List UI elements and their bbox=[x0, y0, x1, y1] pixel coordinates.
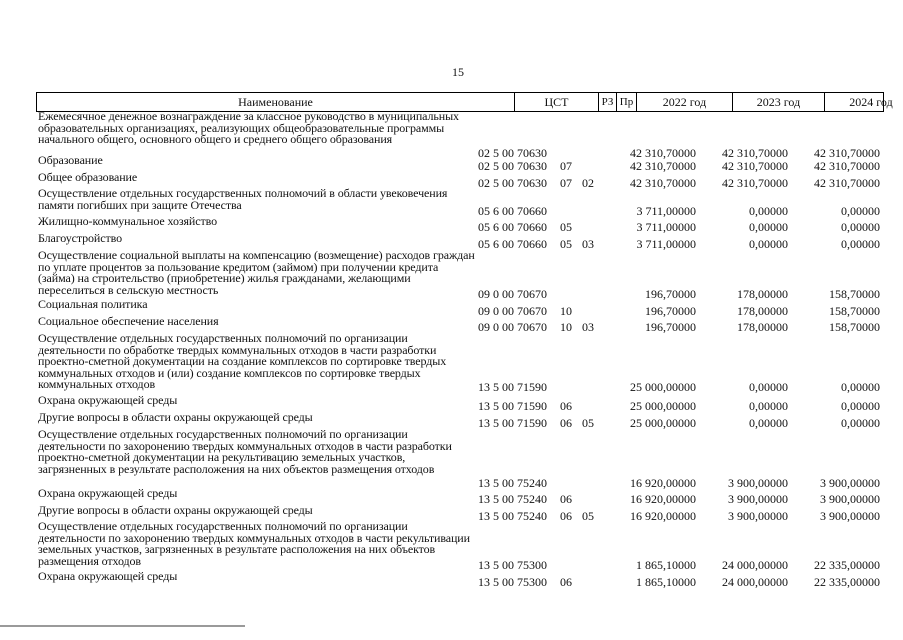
row-rz: 10 bbox=[560, 304, 572, 318]
row-cst: 09 0 00 70670 bbox=[478, 287, 547, 301]
row-2024: 0,00000 bbox=[841, 399, 880, 413]
row-2022: 3 711,00000 bbox=[636, 220, 696, 234]
row-2022: 25 000,00000 bbox=[630, 416, 696, 430]
row-2022: 3 711,00000 bbox=[636, 237, 696, 251]
row-name: Социальное обеспечение населения bbox=[38, 314, 219, 328]
row-2023: 42 310,70000 bbox=[722, 146, 788, 160]
page-number: 15 bbox=[452, 65, 464, 79]
row-name: Ежемесячное денежное вознаграждение за классное руководство в муниципальных образовательных организациях, реализующих общеобразовательные программы начального общего, основного общего и среднего общего образования bbox=[38, 109, 459, 146]
row-2022: 42 310,70000 bbox=[630, 176, 696, 190]
row-name: Осуществление отдельных государственных полномочий по организации деятельности по захоронению твердых коммунальных отходов в части разработки проектно-сметной документации на рекультивацию земельных участков, загрязненных в результате расположения на них объектов размещения отходов bbox=[38, 427, 452, 476]
row-cst: 13 5 00 71590 bbox=[478, 416, 547, 430]
row-2024: 158,70000 bbox=[829, 287, 880, 301]
header-pr: Пр bbox=[617, 93, 637, 111]
row-2022: 196,70000 bbox=[645, 304, 696, 318]
row-rz: 05 bbox=[560, 220, 572, 234]
row-rz: 07 bbox=[560, 159, 572, 173]
row-2024: 158,70000 bbox=[829, 304, 880, 318]
row-name: Другие вопросы в области охраны окружающей среды bbox=[38, 503, 313, 517]
row-cst: 09 0 00 70670 bbox=[478, 320, 547, 334]
row-2024: 42 310,70000 bbox=[814, 176, 880, 190]
row-2023: 3 900,00000 bbox=[728, 476, 788, 490]
row-2023: 42 310,70000 bbox=[722, 176, 788, 190]
header-cst: ЦСТ bbox=[515, 93, 599, 111]
row-cst: 13 5 00 71590 bbox=[478, 399, 547, 413]
row-2024: 3 900,00000 bbox=[820, 492, 880, 506]
row-rz: 06 bbox=[560, 492, 572, 506]
row-2022: 1 865,10000 bbox=[636, 558, 696, 572]
row-rz: 06 bbox=[560, 416, 572, 430]
row-cst: 13 5 00 75240 bbox=[478, 509, 547, 523]
row-2024: 22 335,00000 bbox=[814, 575, 880, 589]
header-2023: 2023 год bbox=[733, 93, 825, 111]
row-2023: 0,00000 bbox=[749, 416, 788, 430]
row-2024: 0,00000 bbox=[841, 237, 880, 251]
row-2023: 0,00000 bbox=[749, 220, 788, 234]
row-2023: 0,00000 bbox=[749, 380, 788, 394]
row-name: Осуществление социальной выплаты на компенсацию (возмещение) расходов граждан по уплате процентов за пользование кредитом (займом) при получении кредита (займа) на строительство (приобретение) жилья гражданами, желающими переселиться в сельскую местность bbox=[38, 248, 475, 297]
row-2022: 16 920,00000 bbox=[630, 492, 696, 506]
row-cst: 13 5 00 71590 bbox=[478, 380, 547, 394]
row-2023: 0,00000 bbox=[749, 399, 788, 413]
row-2022: 25 000,00000 bbox=[630, 399, 696, 413]
header-2022: 2022 год bbox=[637, 93, 733, 111]
row-name: Общее образование bbox=[38, 170, 138, 184]
row-2023: 178,00000 bbox=[737, 287, 788, 301]
row-pr: 03 bbox=[582, 237, 594, 251]
row-2024: 0,00000 bbox=[841, 416, 880, 430]
row-2023: 24 000,00000 bbox=[722, 558, 788, 572]
row-2023: 24 000,00000 bbox=[722, 575, 788, 589]
row-2022: 1 865,10000 bbox=[636, 575, 696, 589]
row-name: Образование bbox=[38, 153, 103, 167]
row-rz: 06 bbox=[560, 575, 572, 589]
row-cst: 13 5 00 75300 bbox=[478, 575, 547, 589]
row-pr: 03 bbox=[582, 320, 594, 334]
row-2024: 3 900,00000 bbox=[820, 476, 880, 490]
row-2022: 42 310,70000 bbox=[630, 159, 696, 173]
row-rz: 06 bbox=[560, 399, 572, 413]
header-name: Наименование bbox=[37, 93, 515, 111]
row-2022: 196,70000 bbox=[645, 320, 696, 334]
row-cst: 05 6 00 70660 bbox=[478, 220, 547, 234]
header-2024: 2024 год bbox=[849, 95, 893, 109]
row-2024: 42 310,70000 bbox=[814, 146, 880, 160]
row-2024: 3 900,00000 bbox=[820, 509, 880, 523]
row-2022: 3 711,00000 bbox=[636, 204, 696, 218]
row-pr: 02 bbox=[582, 176, 594, 190]
row-cst: 02 5 00 70630 bbox=[478, 146, 547, 160]
row-cst: 09 0 00 70670 bbox=[478, 304, 547, 318]
row-name: Охрана окружающей среды bbox=[38, 486, 178, 500]
row-cst: 05 6 00 70660 bbox=[478, 204, 547, 218]
row-2024: 0,00000 bbox=[841, 380, 880, 394]
row-2024: 42 310,70000 bbox=[814, 159, 880, 173]
header-rz: РЗ bbox=[599, 93, 617, 111]
row-rz: 07 bbox=[560, 176, 572, 190]
row-2022: 25 000,00000 bbox=[630, 380, 696, 394]
row-name: Осуществление отдельных государственных полномочий по организации деятельности по обработке твердых коммунальных отходов в части разработки проектно-сметной документации на создание комплексов по сортировке твердых коммунальных отходов и (или) создание комплексов по сортировке твердых коммунальных отходов bbox=[38, 331, 447, 391]
row-2023: 42 310,70000 bbox=[722, 159, 788, 173]
row-2022: 42 310,70000 bbox=[630, 146, 696, 160]
row-2022: 16 920,00000 bbox=[630, 476, 696, 490]
row-cst: 13 5 00 75300 bbox=[478, 558, 547, 572]
row-name: Охрана окружающей среды bbox=[38, 393, 178, 407]
row-cst: 02 5 00 70630 bbox=[478, 176, 547, 190]
row-rz: 06 bbox=[560, 509, 572, 523]
row-2023: 0,00000 bbox=[749, 204, 788, 218]
row-rz: 05 bbox=[560, 237, 572, 251]
row-name: Охрана окружающей среды bbox=[38, 569, 178, 583]
row-2022: 196,70000 bbox=[645, 287, 696, 301]
row-2023: 178,00000 bbox=[737, 320, 788, 334]
row-2024: 158,70000 bbox=[829, 320, 880, 334]
row-cst: 05 6 00 70660 bbox=[478, 237, 547, 251]
row-name: Социальная политика bbox=[38, 297, 148, 311]
footer-divider bbox=[0, 625, 245, 627]
row-cst: 13 5 00 75240 bbox=[478, 492, 547, 506]
row-2023: 0,00000 bbox=[749, 237, 788, 251]
row-2024: 22 335,00000 bbox=[814, 558, 880, 572]
row-name: Благоустройство bbox=[38, 231, 123, 245]
row-2023: 3 900,00000 bbox=[728, 509, 788, 523]
row-pr: 05 bbox=[582, 509, 594, 523]
row-name: Жилищно-коммунальное хозяйство bbox=[38, 214, 218, 228]
row-name: Осуществление отдельных государственных полномочий по организации деятельности по захоронению твердых коммунальных отходов в части рекультивации земельных участков, загрязненных в результате расположения на них объектов размещения отходов bbox=[38, 519, 470, 568]
row-pr: 05 bbox=[582, 416, 594, 430]
row-2024: 0,00000 bbox=[841, 220, 880, 234]
row-2023: 3 900,00000 bbox=[728, 492, 788, 506]
row-name: Другие вопросы в области охраны окружающей среды bbox=[38, 410, 313, 424]
row-name: Осуществление отдельных государственных полномочий в области увековечения памяти погибших при защите Отечества bbox=[38, 186, 448, 212]
row-cst: 13 5 00 75240 bbox=[478, 476, 547, 490]
row-cst: 02 5 00 70630 bbox=[478, 159, 547, 173]
row-rz: 10 bbox=[560, 320, 572, 334]
row-2024: 0,00000 bbox=[841, 204, 880, 218]
row-2023: 178,00000 bbox=[737, 304, 788, 318]
row-2022: 16 920,00000 bbox=[630, 509, 696, 523]
